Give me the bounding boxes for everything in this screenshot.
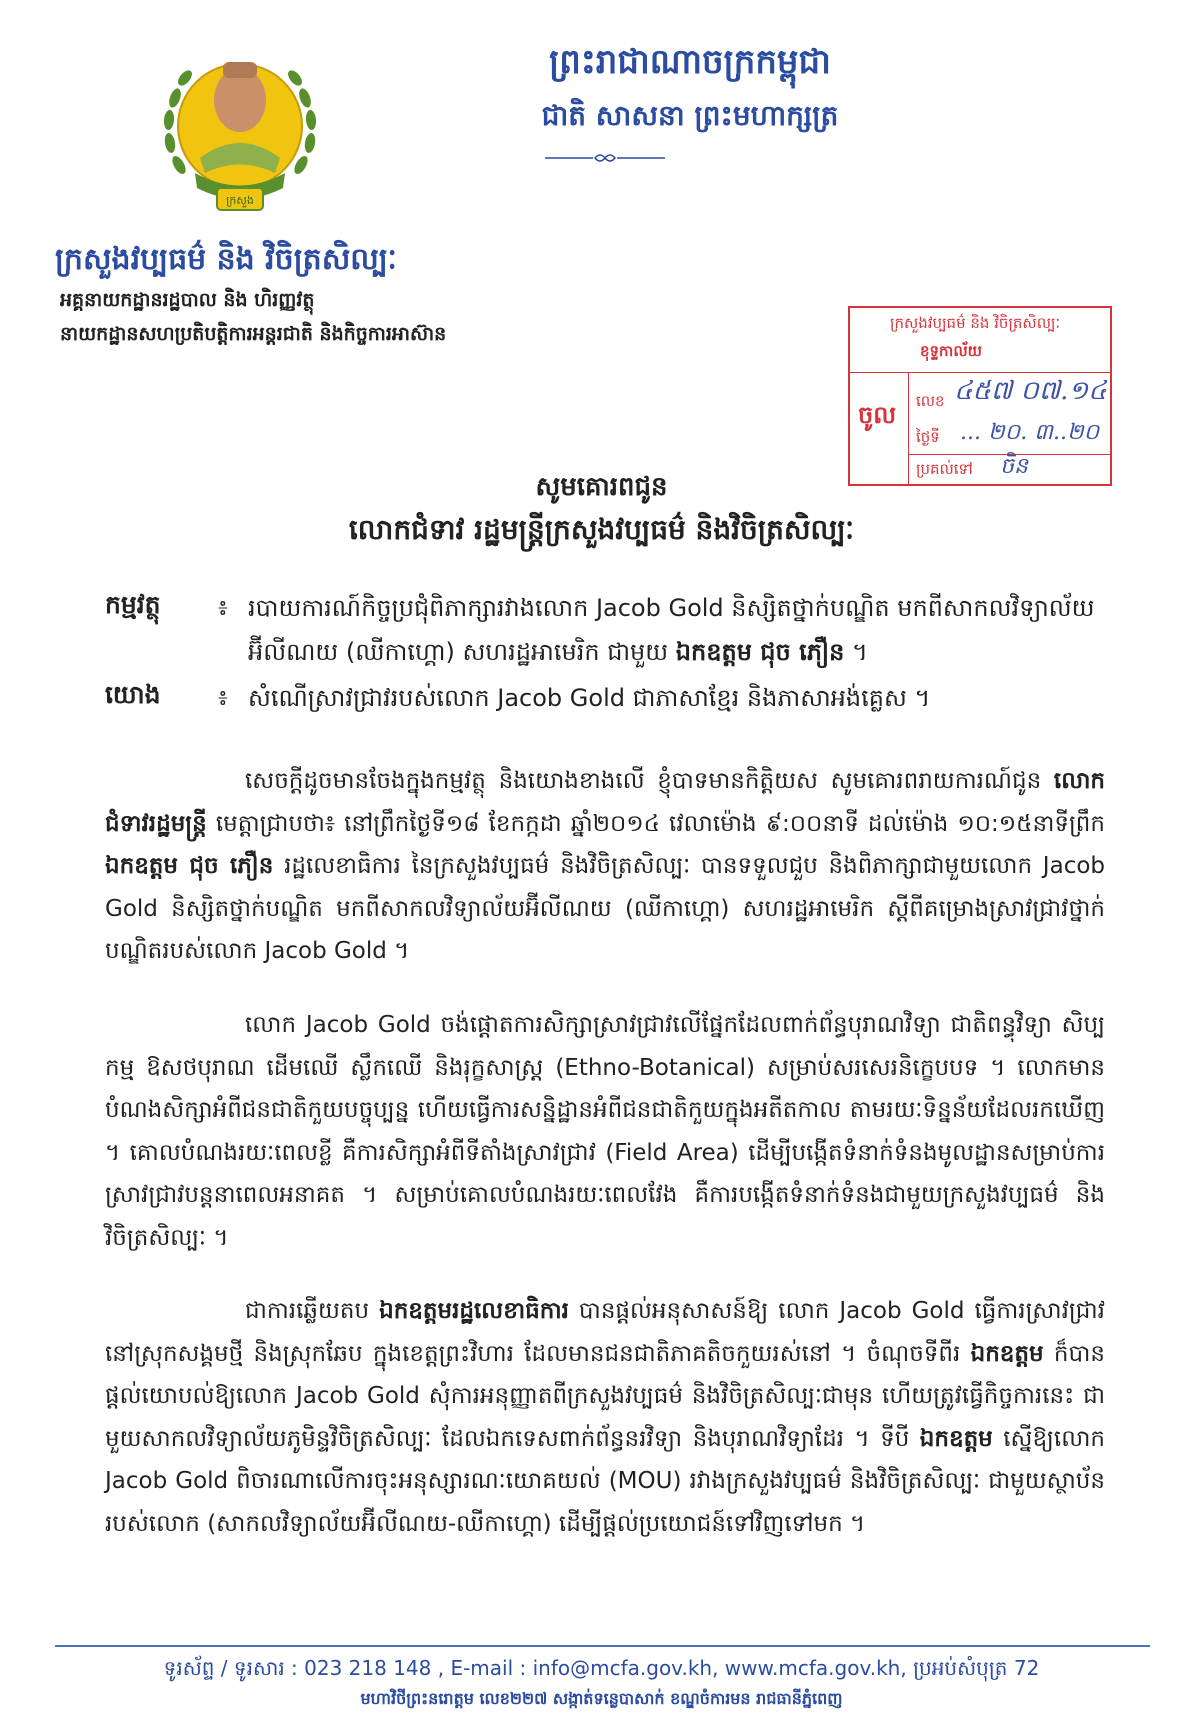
p3-text-e: ក៏បានផ្តល់យោបល់ឱ្យលោក Jacob Gold សុំការអនុញ្ញាតពីក្រសួងវប្បធម៌ និងវិចិត្រសិល្បៈជាមុន ហើយត្រូវធ្វើកិច្ចការនេះ ជាមួយសាកលវិទ្យាល័យភូមិន្ទវិចិត្រសិល្បៈ ដែលឯកទេសពាក់ព័ន្ធនរវិទ្យា និងបុរាណវិទ្យាដែរ ។ ទីបី: [105, 1340, 1105, 1452]
stamp-number-label: លេខ: [916, 392, 945, 410]
footer-divider: [55, 1645, 1150, 1647]
subject-text: [248, 586, 1128, 674]
p3-text-a: ជាការឆ្លើយតប: [245, 1298, 380, 1324]
stamp-title-2: ខុទ្ទកាល័យ: [920, 342, 982, 360]
subject-line-2-post: ។: [844, 638, 868, 666]
kingdom-title: ព្រះរាជាណាចក្រកម្ពុជា: [549, 42, 831, 82]
subject-line-2: [248, 630, 1128, 674]
footer-contact: ទូរស័ព្ទ / ទូរសារ : 023 218 148 , E-mail : info@mcfa.gov.kh, www.mcfa.gov.kh, ប្រអប់សំបុត្រ 72: [163, 1656, 1040, 1680]
national-motto: ជាតិ សាសនា ព្រះមហាក្សត្រ: [541, 99, 839, 132]
paragraph-1: [105, 760, 1105, 973]
paragraph-3: [105, 1290, 1105, 1545]
department-general: អគ្គនាយកដ្ឋានរដ្ឋបាល និង ហិរញ្ញវត្ថុ: [60, 289, 315, 311]
p3-bold-secretary: ឯកឧត្តមរដ្ឋលេខាធិការ: [379, 1298, 569, 1324]
logo-caption: ក្រសួង: [226, 194, 254, 207]
ornament-divider-icon: [545, 150, 665, 166]
subject-person: ឯកឧត្តម ជុច ភឿន: [675, 638, 845, 666]
reference-colon: ៖: [218, 686, 228, 711]
ministry-logo: [155, 38, 325, 218]
p1-text-e: រដ្ឋលេខាធិការ នៃក្រសួងវប្បធម៌ និងវិចិត្រសិល្បៈ បានទទួលជួប និងពិភាក្សាជាមួយលោក Jacob Gold និស្សិតថ្នាក់បណ្ឌិត មកពីសាកលវិទ្យាល័យអ៊ីលីណយ (ឈីកាហ្គោ) សហរដ្ឋអាមេរិក ស្តីពីគម្រោងស្រាវជ្រាវថ្នាក់បណ្ឌិតរបស់លោក Jacob Gold ។: [105, 853, 1106, 964]
paragraph-2: [105, 1004, 1105, 1259]
ministry-name: ក្រសួងវប្បធម៌ និង វិចិត្រសិល្បៈ: [55, 242, 397, 277]
receipt-stamp: [848, 306, 1112, 486]
p3-text-c: បានផ្តល់អនុសាសន៍ឱ្យ លោក Jacob Gold ធ្វើការស្រាវជ្រាវនៅស្រុកសង្គមថ្មី និងស្រុកឆែប ក្នុងខេត្តព្រះវិហារ ដែលមានជនជាតិភាគតិចកួយរស់នៅ ។ ចំណុចទីពីរ: [105, 1298, 1105, 1367]
p1-text-a: សេចក្តីដូចមានចែងក្នុងកម្មវត្ថុ និងយោងខាងលើ ខ្ញុំបាទមានកិត្តិយស សូមគោរពរាយការណ៍ជូន: [245, 768, 1054, 794]
p1-bold-person: ឯកឧត្តម ជុច ភឿន: [105, 853, 274, 879]
subject-label: កម្មវត្ថុ: [105, 590, 161, 619]
department-international: នាយកដ្ឋានសហប្រតិបត្តិការអន្តរជាតិ និងកិច្ចការអាស៊ាន: [60, 323, 447, 345]
p3-bold-excellency-2: ឯកឧត្តម: [919, 1425, 993, 1452]
stamp-incoming-label: ចូល: [858, 401, 897, 429]
stamp-receiver-value: ចិន: [1000, 454, 1028, 479]
stamp-date-label: ថ្ងៃទី: [916, 428, 940, 446]
stamp-title-1: ក្រសួងវប្បធម៌ និង វិចិត្រសិល្បៈ: [890, 314, 1061, 332]
reference-text: សំណើស្រាវជ្រាវរបស់លោក Jacob Gold ជាភាសាខ្មែរ និងភាសាអង់គ្លេស ។: [248, 684, 931, 712]
p3-text-g: ស្នើឱ្យលោក Jacob Gold ពិចារណាលើការចុះអនុស្សារណៈយោគយល់ (MOU) រវាងក្រសួងវប្បធម៌ និងវិចិត្រសិល្បៈ ជាមួយស្ថាប័នរបស់លោក (សាកលវិទ្យាល័យអ៊ីលីណយ-ឈីកាហ្គោ) ដើម្បីផ្តល់ប្រយោជន៍ទៅវិញទៅមក ។: [105, 1425, 1106, 1537]
p3-bold-excellency-1: ឯកឧត្តម: [970, 1340, 1044, 1367]
stamp-date-value: ... ២០. ៣..២០: [960, 420, 1100, 445]
footer-address: មហាវិថីព្រះនរោត្តម លេខ២២៧ សង្កាត់ទន្លេបាសាក់ ខណ្ឌចំការមន រាជធានីភ្នំពេញ: [360, 1689, 843, 1708]
subject-line-2-pre: អ៊ីលីណយ (ឈីកាហ្គោ) សហរដ្ឋអាមេរិក ជាមួយ: [248, 638, 676, 666]
salutation: សូមគោរពជូន: [535, 472, 668, 502]
recipient: លោកជំទាវ រដ្ឋមន្ត្រីក្រសួងវប្បធម៌ និងវិចិត្រសិល្បៈ: [348, 513, 855, 546]
subject-line-1: របាយការណ៍កិច្ចប្រជុំពិភាក្សារវាងលោក Jacob Gold និស្សិតថ្នាក់បណ្ឌិត មកពីសាកលវិទ្យាល័យ: [248, 594, 1095, 622]
stamp-number-value: ៤៥៧ ០៧.១៤: [954, 376, 1107, 406]
subject-colon: ៖: [218, 596, 228, 621]
reference-label: យោង: [105, 680, 161, 709]
p2-text: លោក Jacob Gold ចង់ផ្តោតការសិក្សាស្រាវជ្រាវលើផ្នែកដែលពាក់ព័ន្ធបុរាណវិទ្យា ជាតិពន្ធុវិទ្យា សិប្បកម្ម ឱសថបុរាណ ដើមឈើ ស្លឹកឈើ និងរុក្ខសាស្ត្រ (Ethno-Botanical) សម្រាប់សរសេរនិក្ខេបបទ ។ លោកមានបំណងសិក្សាអំពីជនជាតិកួយបច្ចុប្បន្ន ហើយធ្វើការសន្និដ្ឋានអំពីជនជាតិកួយក្នុងអតីតកាល តាមរយៈទិន្នន័យដែលរកឃើញ ។ គោលបំណងរយៈពេលខ្លី គឺការសិក្សាអំពីទីតាំងស្រាវជ្រាវ (Field Area) ដើម្បីបង្កើតទំនាក់ទំនងមូលដ្ឋានសម្រាប់ការស្រាវជ្រាវបន្តនាពេលអនាគត ។ សម្រាប់គោលបំណងរយៈពេលវែង គឺការបង្កើតទំនាក់ទំនងជាមួយក្រសួងវប្បធម៌ និងវិចិត្រសិល្បៈ ។: [105, 1012, 1105, 1251]
stamp-receiver-label: ប្រគល់ទៅ: [916, 460, 973, 478]
p1-text-c: មេត្តាជ្រាបថា៖ នៅព្រឹកថ្ងៃទី១៨ ខែកក្កដា ឆ្នាំ២០១៤ វេលាម៉ោង ៩:០០នាទី ដល់ម៉ោង ១០:១៥នាទីព្រឹក: [206, 810, 1105, 837]
p1-bold-minister: លោកជំទាវរដ្ឋមន្ត្រី: [105, 768, 1105, 837]
